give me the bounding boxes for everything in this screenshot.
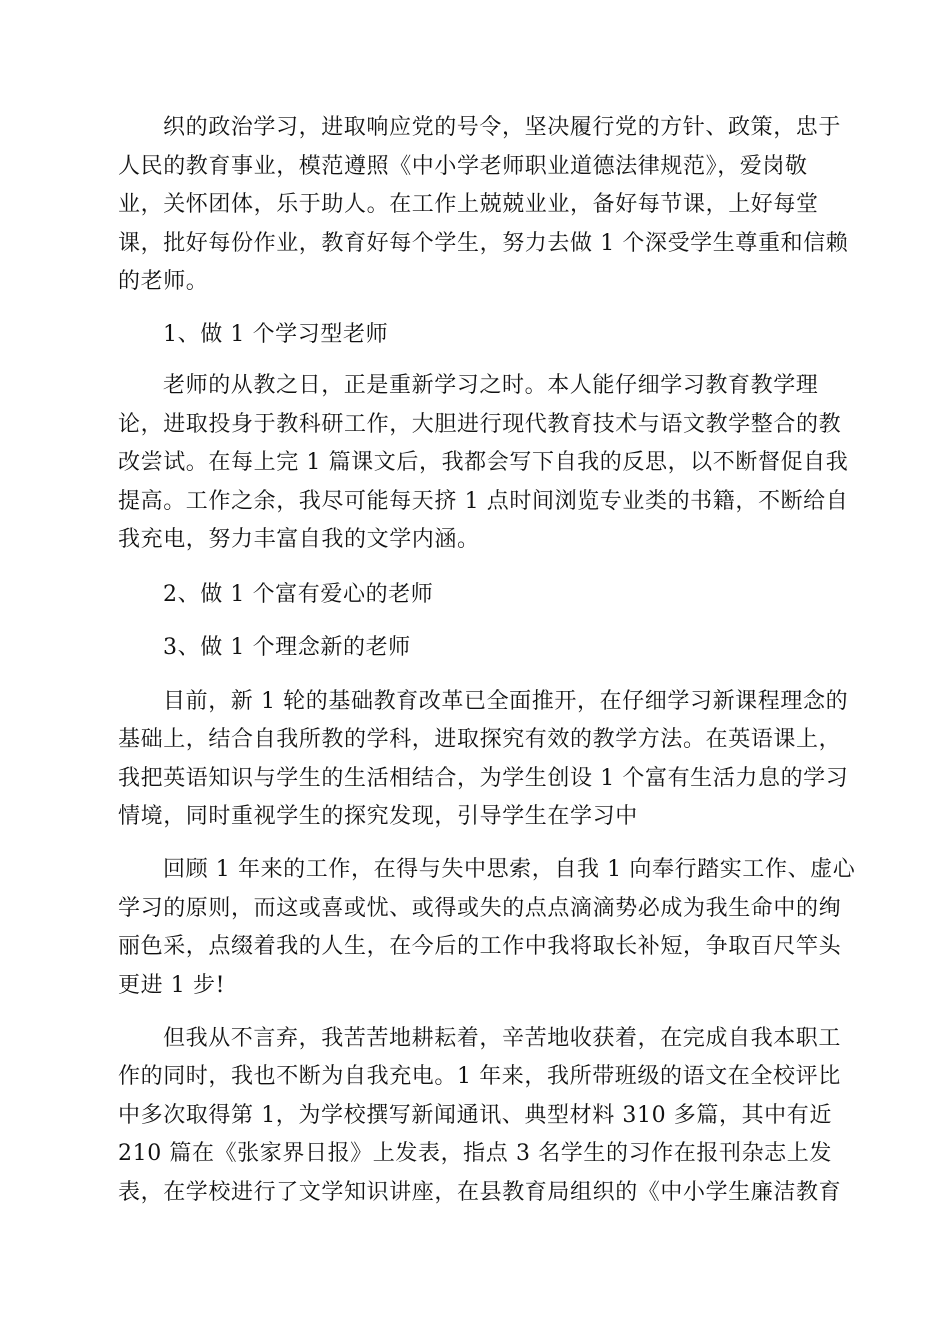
text-line: 老师的从教之日，正是重新学习之时。本人能仔细学习教育教学理 xyxy=(163,373,819,398)
section-heading: 2、做 1 个富有爱心的老师 xyxy=(163,582,434,607)
text-line: 学习的原则，而这或喜或忧、或得或失的点点滴滴势必成为我生命中的绚 xyxy=(118,896,842,921)
text-line: 论，进取投身于教科研工作，大胆进行现代教育技术与语文教学整合的教 xyxy=(118,412,842,437)
text-line: 作的同时，我也不断为自我充电。1 年来，我所带班级的语文在全校评比 xyxy=(118,1064,841,1089)
text-line: 但我从不言弃，我苦苦地耕耘着，辛苦地收获着，在完成自我本职工 xyxy=(163,1026,842,1051)
section-heading: 3、做 1 个理念新的老师 xyxy=(163,635,411,660)
text-line: 改尝试。在每上完 1 篇课文后，我都会写下自我的反思，以不断督促自我 xyxy=(118,450,849,475)
text-line: 的老师。 xyxy=(118,269,209,294)
section-heading: 1、做 1 个学习型老师 xyxy=(163,322,389,347)
text-line: 我充电，努力丰富自我的文学内涵。 xyxy=(118,527,480,552)
text-line: 业，关怀团体，乐于助人。在工作上兢兢业业，备好每节课，上好每堂 xyxy=(118,192,819,217)
text-line: 情境，同时重视学生的探究发现，引导学生在学习中 xyxy=(118,804,638,829)
text-line: 表，在学校进行了文学知识讲座，在县教育局组织的《中小学生廉洁教育 xyxy=(118,1180,842,1205)
text-line: 人民的教育事业，模范遵照《中小学老师职业道德法律规范》，爱岗敬 xyxy=(118,154,808,179)
text-line: 课，批好每份作业，教育好每个学生，努力去做 1 个深受学生尊重和信赖 xyxy=(118,231,849,256)
text-line: 210 篇在《张家界日报》上发表，指点 3 名学生的习作在报刊杂志上发 xyxy=(118,1141,832,1166)
text-line: 目前，新 1 轮的基础教育改革已全面推开，在仔细学习新课程理念的 xyxy=(163,689,849,714)
text-line: 基础上，结合自我所教的学科，进取探究有效的教学方法。在英语课上， xyxy=(118,727,842,752)
text-line: 中多次取得第 1，为学校撰写新闻通讯、典型材料 310 多篇，其中有近 xyxy=(118,1103,832,1128)
text-line: 丽色采，点缀着我的人生，在今后的工作中我将取长补短，争取百尺竿头 xyxy=(118,934,842,959)
text-line: 回顾 1 年来的工作，在得与失中思索，自我 1 向奉行踏实工作、虚心 xyxy=(163,857,856,882)
text-line: 我把英语知识与学生的生活相结合，为学生创设 1 个富有生活力息的学习 xyxy=(118,766,849,791)
text-line: 更进 1 步! xyxy=(118,973,226,998)
text-line: 织的政治学习，进取响应党的号令，坚决履行党的方针、政策，忠于 xyxy=(163,115,842,140)
text-line: 提高。工作之余，我尽可能每天挤 1 点时间浏览专业类的书籍，不断给自 xyxy=(118,489,849,514)
